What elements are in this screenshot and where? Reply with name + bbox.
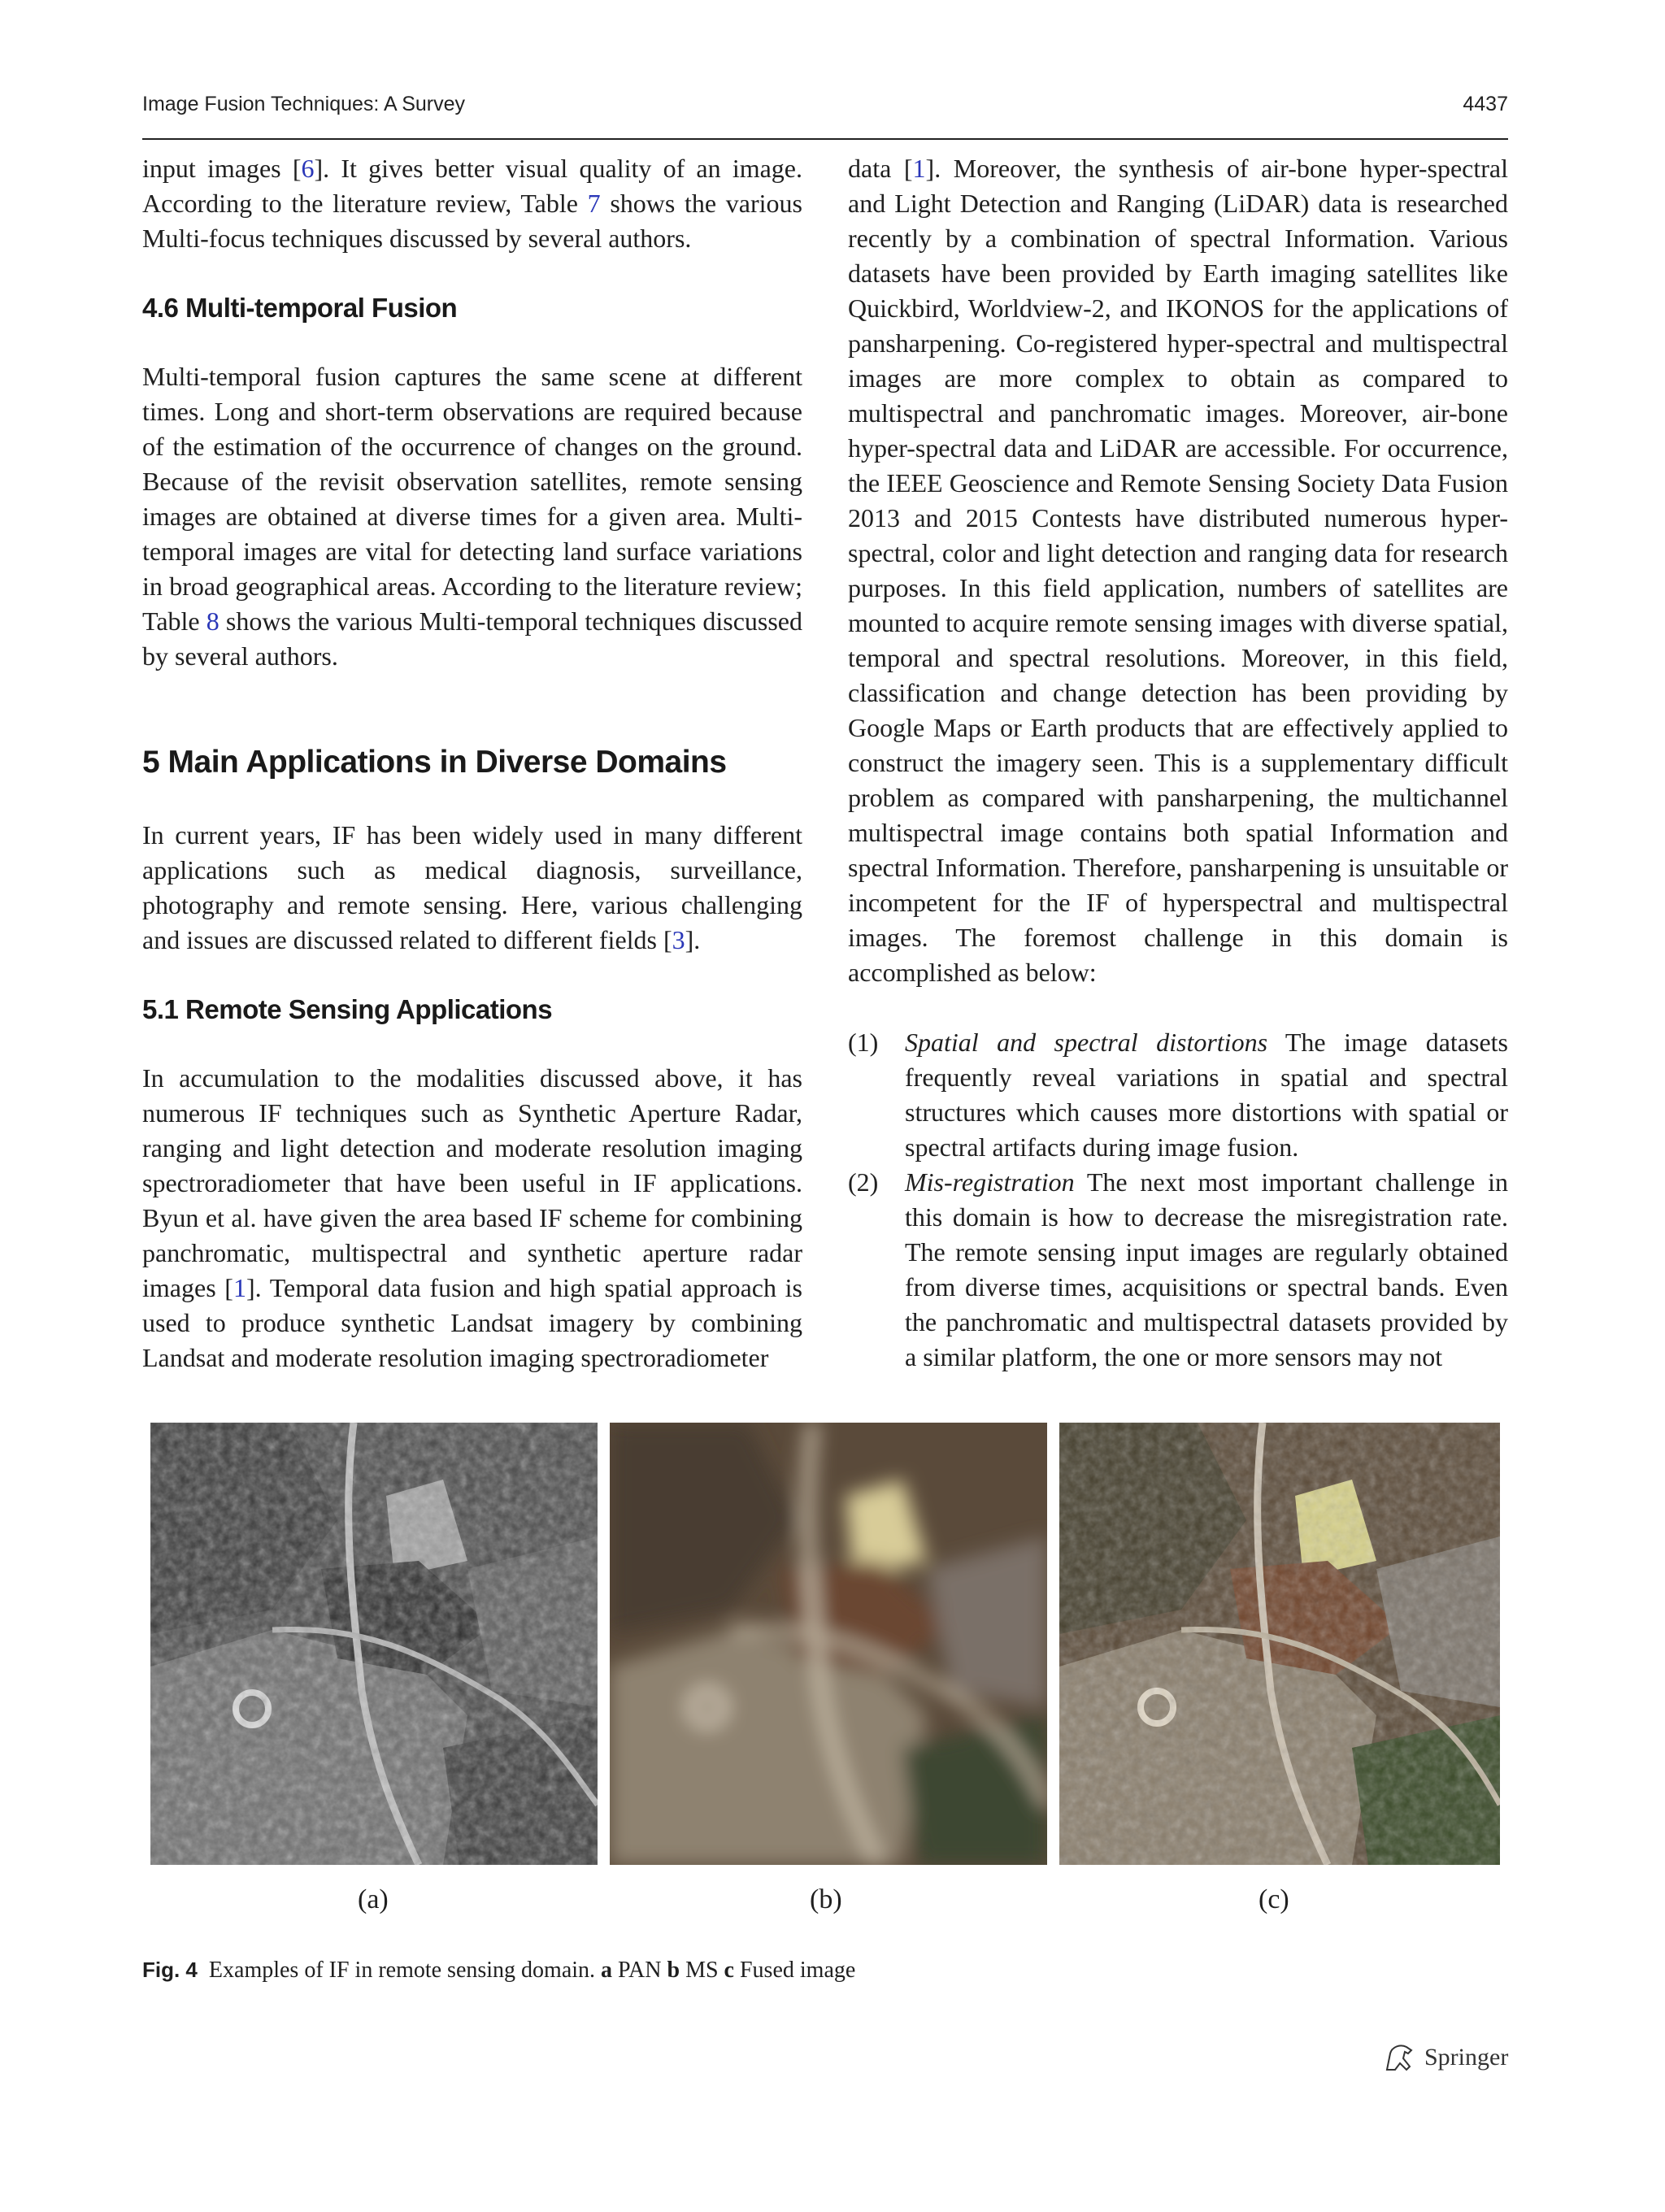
citation-link[interactable]: 1 <box>912 154 926 183</box>
remote-sensing-paragraph: In accumulation to the modalities discussed above, it has numerous IF techniques such as Synthetic Aperture Radar, ranging and light detection and moderate resolution imaging spectroradiometer that have been useful in IF applications. Byun et al. have given the area based IF scheme for combining panchromatic, multispectral and synthetic aperture radar images [1]. Temporal data fusion and high spatial approach is used to produce synthetic Landsat imagery by combining Landsat and moderate resolution imaging spectroradiometer <box>142 1063 803 1372</box>
springer-logo <box>1382 2040 1512 2076</box>
figure-4 <box>150 1423 1500 1865</box>
fused-image <box>1059 1423 1500 1865</box>
challenge-list <box>848 1025 1508 1375</box>
panel-label-b: (b) <box>810 1884 842 1914</box>
citation-link[interactable]: 1 <box>233 1273 246 1302</box>
right-column <box>848 151 1508 1375</box>
panel-label-c: (c) <box>1259 1884 1289 1914</box>
publisher-name: Springer <box>1424 2044 1509 2071</box>
panel-label-a: (a) <box>358 1884 389 1914</box>
pan-image <box>150 1423 598 1865</box>
table-link[interactable]: 7 <box>587 189 601 218</box>
section-heading-4-6: 4.6 Multi-temporal Fusion <box>142 293 458 323</box>
springer-horse-icon <box>1382 2042 1418 2075</box>
list-item: (1) Spatial and spectral distortions The image datasets frequently reveal variations in spatial and spectral structures which causes more distortions with spatial or spectral artifacts during image fusion. <box>848 1028 1508 1162</box>
intro-paragraph: input images [6]. It gives better visual quality of an image. According to the literature review, Table 7 shows the various Multi-focus techniques discussed by several authors. <box>142 154 803 253</box>
section-heading-5: 5 Main Applications in Diverse Domains <box>142 745 727 780</box>
citation-link[interactable]: 3 <box>672 925 685 954</box>
section-heading-5-1: 5.1 Remote Sensing Applications <box>142 994 553 1024</box>
list-item: (2) Mis-registration The next most important challenge in this domain is how to decrease the misregistration rate. The remote sensing input images are regularly obtained from diverse times, acquisitions or spectral bands. Even the panchromatic and multispectral datasets provided by a similar platform, the one or more sensors may not <box>848 1167 1508 1371</box>
table-link[interactable]: 8 <box>206 606 220 636</box>
left-column <box>142 151 802 1375</box>
journal-title: Image Fusion Techniques: A Survey <box>142 93 465 115</box>
running-header <box>142 86 1508 140</box>
multi-temporal-paragraph: Multi-temporal fusion captures the same scene at different times. Long and short-term observations are required because of the estimation of the occurrence of changes on the ground. Because of the revisit observation satellites, remote sensing images are obtained at diverse times for a given area. Multi-temporal images are vital for detecting land surface variations in broad geographical areas. According to the literature review; Table 8 shows the various Multi-temporal techniques discussed by several authors. <box>142 362 803 671</box>
right-paragraph: data [1]. Moreover, the synthesis of air-bone hyper-spectral and Light Detection and Ranging (LiDAR) data is researched recently by a combination of spectral Information. Various datasets have been provided by Earth imaging satellites like Quickbird, Worldview-2, and IKONOS for the applications of pansharpening. Co-registered hyper-spectral and multispectral images are more complex to obtain as compared to multispectral and panchromatic images. Moreover, air-bone hyper-spectral data and LiDAR are accessible. For occurrence, the IEEE Geoscience and Remote Sensing Society Data Fusion 2013 and 2015 Contests have distributed numerous hyper-spectral, color and light detection and ranging data for research purposes. In this field application, numbers of satellites are mounted to acquire remote sensing images with diverse spatial, temporal and spectral resolutions. Moreover, in this field, classification and change detection has been providing by Google Maps or Earth products that are effectively applied to construct the imagery seen. This is a supplementary difficult problem as compared with pansharpening, the multichannel multispectral image contains both spatial Information and spectral Information. Therefore, pansharpening is unsuitable or incompetent for the IF of hyperspectral and multispectral images. The foremost challenge in this domain is accomplished as below: <box>848 154 1509 987</box>
citation-link[interactable]: 6 <box>301 154 315 183</box>
figure-caption: Fig. 4 Examples of IF in remote sensing domain. a PAN b MS c Fused image <box>142 1958 856 1983</box>
page-number: 4437 <box>1463 93 1508 115</box>
ms-image <box>610 1423 1047 1865</box>
applications-paragraph: In current years, IF has been widely used in many different applications such as medical diagnosis, surveillance, photography and remote sensing. Here, various challenging and issues are discussed related to different fields [3]. <box>142 820 802 954</box>
